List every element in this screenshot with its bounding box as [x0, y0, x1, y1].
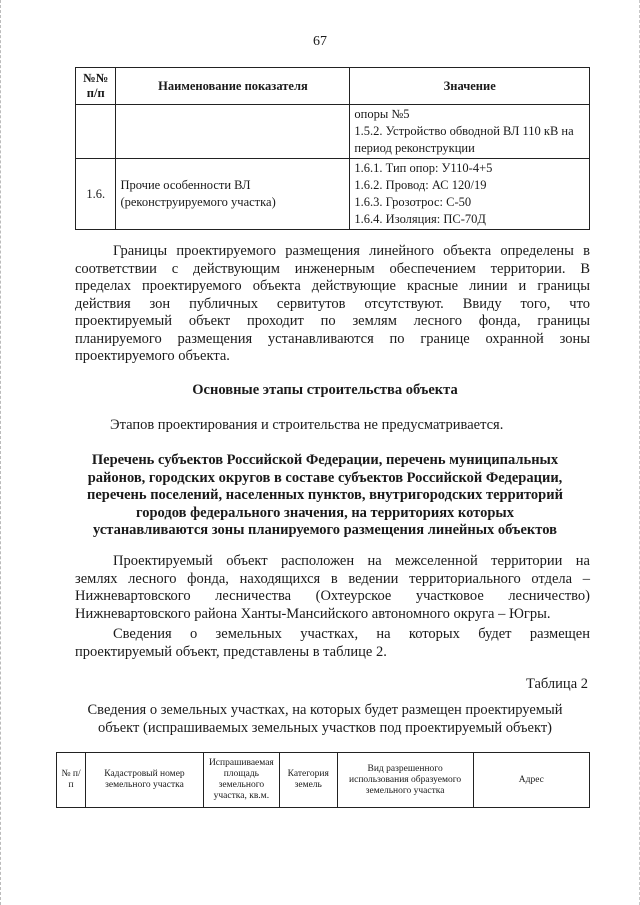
text-line: Границы проектируемого размещения линейного объекта определены в [113, 243, 590, 259]
scan-right-edge [635, 0, 640, 905]
value-line: период реконструкции [354, 141, 475, 155]
text-line: пределах проектируемого объекта действующие красные линии и границы [75, 278, 590, 294]
land-plots-table [56, 752, 590, 808]
caption-line: Сведения о земельных участках, на которых будет размещен проектируемый [87, 702, 563, 718]
value-line: опоры №5 [354, 107, 410, 121]
location-paragraph [75, 553, 590, 623]
table2-caption [60, 702, 590, 737]
row-number: 1.6. [76, 159, 116, 230]
col-header-permitted-use: Вид разрешенного использования образуемого земельного участка [337, 753, 473, 808]
table-row [76, 105, 590, 159]
scan-left-edge [0, 0, 5, 905]
col-header-land-category: Категория земель [279, 753, 337, 808]
indicator-line: (реконструируемого участка) [120, 195, 276, 209]
row-indicator [116, 105, 350, 159]
text-line: землях лесного фонда, находящихся в ведении территориального отдела – [75, 570, 590, 587]
row-number [76, 105, 116, 159]
col-header-number: № п/ п [57, 753, 86, 808]
text-line: проектируемый объект проходит по землям лесного фонда, границы [75, 313, 590, 329]
value-line: 1.6.3. Грозотрос: С-50 [354, 195, 472, 209]
value-line: 1.6.4. Изоляция: ПС-70Д [354, 212, 486, 226]
table2-label: Таблица 2 [525, 676, 588, 692]
row-indicator [116, 159, 350, 230]
heading-line: городов федерального значения, на территориях которых [136, 504, 514, 521]
row-value [350, 105, 590, 159]
table-header-row [76, 68, 590, 105]
table-header-row [57, 753, 590, 808]
text-line: Проектируемый объект расположен на межселенной территории на [113, 553, 590, 569]
section-heading-subjects-list [60, 452, 590, 540]
caption-line: объект (испрашиваемых земельных участков под проектируемый объект) [97, 719, 552, 736]
indicator-line: Прочие особенности ВЛ [120, 178, 251, 192]
table-row [76, 159, 590, 230]
col-header-cadastral-number: Кадастровый номер земельного участка [86, 753, 204, 808]
text-line: планируемого размещения устанавливаются по границе охранной зоны [75, 330, 590, 347]
text-line: проектируемый объект, представлены в таблице 2. [75, 643, 387, 660]
col-header-address: Адрес [473, 753, 589, 808]
heading-line: перечень поселений, населенных пунктов, внутригородских территорий [87, 487, 563, 503]
page-number: 67 [313, 34, 327, 49]
boundaries-paragraph [75, 243, 590, 366]
section-heading-stages: Основные этапы строительства объекта [192, 382, 458, 398]
heading-line: устанавливаются зоны планируемого размещения линейных объектов [93, 522, 557, 538]
land-plots-paragraph [75, 626, 590, 661]
col-header-number: №№ п/п [76, 68, 116, 105]
stages-paragraph: Этапов проектирования и строительства не предусматривается. [110, 417, 504, 433]
text-line: проектируемого объекта. [75, 348, 230, 364]
text-line: Нижневартовского района Ханты-Мансийского автономного округа – Югры. [75, 605, 551, 622]
col-header-indicator: Наименование показателя [116, 68, 350, 105]
text-line: Нижневартовского лесничества (Охтеурское участковое лесничество) [75, 588, 590, 604]
text-line: действия зон публичных сервитутов отсутствуют. Ввиду того, что [75, 295, 590, 312]
row-value [350, 159, 590, 230]
heading-line: Перечень субъектов Российской Федерации, перечень муниципальных [91, 452, 559, 468]
text-line: соответствии с действующим инженерным обеспечением территории. В [75, 260, 590, 277]
text-line: Сведения о земельных участках, на которых будет размещен [113, 626, 590, 642]
value-line: 1.6.2. Провод: АС 120/19 [354, 178, 487, 192]
col-header-area: Испрашиваемая площадь земельного участка, кв.м. [203, 753, 279, 808]
indicators-table [75, 67, 590, 230]
col-header-value: Значение [350, 68, 590, 105]
value-line: 1.6.1. Тип опор: У110-4+5 [354, 161, 493, 175]
heading-line: районов, городских округов в составе субъектов Российской Федерации, [87, 469, 563, 486]
value-line: 1.5.2. Устройство обводной ВЛ 110 кВ на [354, 124, 574, 138]
